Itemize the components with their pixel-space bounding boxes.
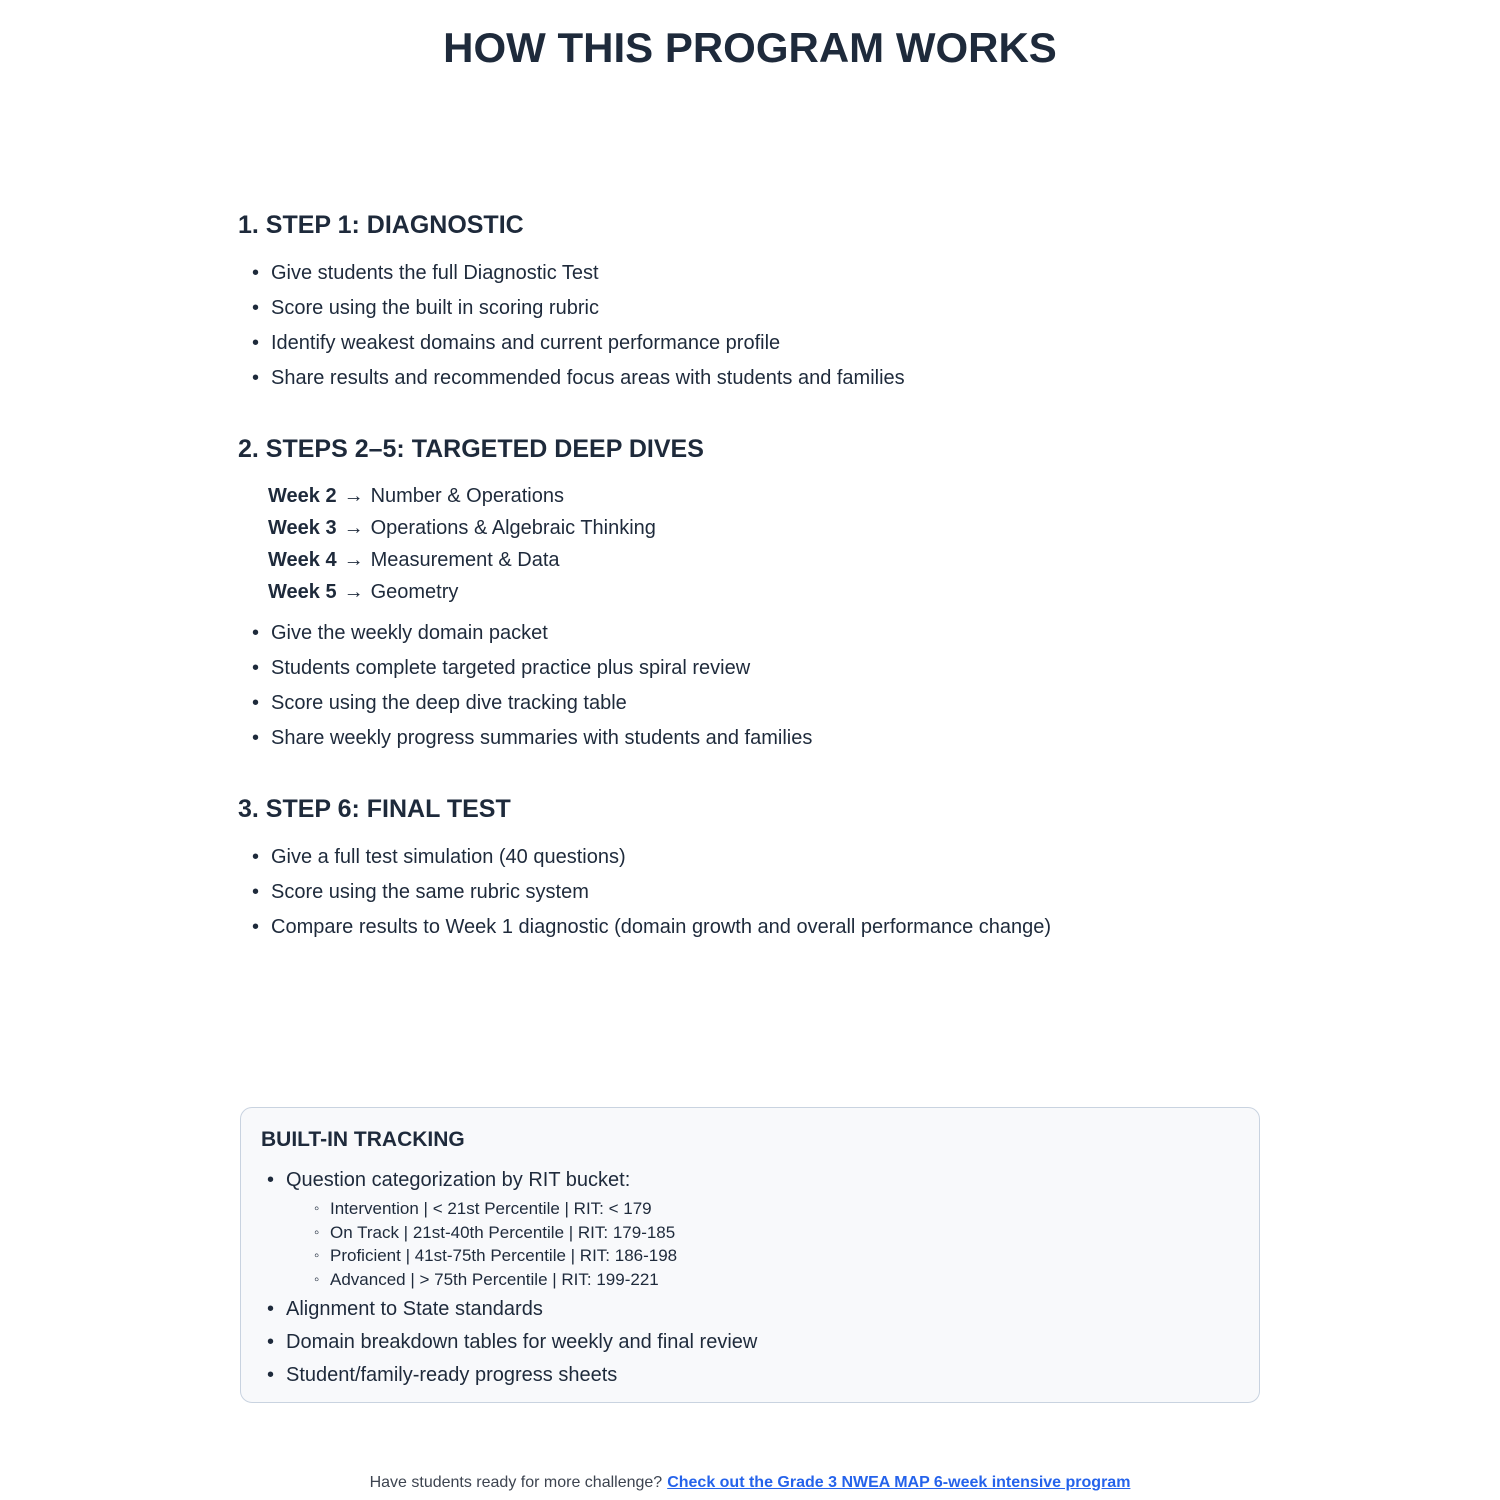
week-topic: Geometry — [370, 581, 459, 603]
bullet-item: • Give a full test simulation (40 questions) — [252, 840, 1278, 875]
rit-bucket-item: ◦ Proficient | 41st-75th Percentile | RIT: 186-198 — [314, 1244, 1235, 1268]
arrow-icon: → — [343, 517, 364, 539]
week-label: Week 5 — [268, 581, 337, 603]
footer-prompt-text: Have students ready for more challenge? — [369, 1474, 663, 1491]
bullet-item: • Students complete targeted practice plus spiral review — [252, 651, 1278, 686]
week-label: Week 3 — [268, 517, 337, 539]
page-title: HOW THIS PROGRAM WORKS — [443, 24, 1057, 71]
tracking-item-rit-buckets — [267, 1164, 1235, 1291]
week-row — [268, 576, 1278, 608]
tracking-item: • Student/family-ready progress sheets — [267, 1359, 1235, 1392]
bullet-item: • Score using the deep dive tracking table — [252, 686, 1278, 721]
tracking-bullet-list — [261, 1164, 1235, 1392]
rit-bucket-item: ◦ Intervention | < 21st Percentile | RIT: < 179 — [314, 1197, 1235, 1221]
arrow-icon: → — [343, 485, 364, 507]
week-topic: Number & Operations — [370, 485, 564, 507]
bullet-list — [238, 256, 1278, 396]
bullet-item: • Give students the full Diagnostic Test — [252, 256, 1278, 291]
week-schedule — [238, 480, 1278, 608]
built-in-tracking-panel — [240, 1107, 1260, 1403]
section-step-6-final-test — [238, 794, 1278, 945]
bullet-item: • Identify weakest domains and current performance profile — [252, 326, 1278, 361]
bullet-list — [238, 616, 1278, 756]
section-step-1-diagnostic — [238, 210, 1278, 396]
week-row — [268, 480, 1278, 512]
section-heading: 3. STEP 6: FINAL TEST — [238, 795, 511, 823]
bullet-list — [238, 840, 1278, 945]
rit-bucket-list — [286, 1197, 1235, 1291]
rit-bucket-item: ◦ Advanced | > 75th Percentile | RIT: 199-221 — [314, 1268, 1235, 1292]
section-steps-2-5-deep-dives — [238, 434, 1278, 756]
week-label: Week 4 — [268, 549, 337, 571]
footer-program-link[interactable]: Check out the Grade 3 NWEA MAP 6-week intensive program — [667, 1474, 1131, 1491]
section-heading: 2. STEPS 2–5: TARGETED DEEP DIVES — [238, 435, 704, 463]
arrow-icon: → — [343, 581, 364, 603]
tracking-heading: BUILT-IN TRACKING — [261, 1128, 465, 1151]
rit-bucket-item: ◦ On Track | 21st-40th Percentile | RIT: 179-185 — [314, 1221, 1235, 1245]
tracking-item: • Domain breakdown tables for weekly and final review — [267, 1326, 1235, 1359]
bullet-item: • Share results and recommended focus areas with students and families — [252, 361, 1278, 396]
steps-content — [238, 210, 1278, 945]
arrow-icon: → — [343, 549, 364, 571]
week-row — [268, 544, 1278, 576]
bullet-item: • Compare results to Week 1 diagnostic (domain growth and overall performance change) — [252, 910, 1278, 945]
section-heading: 1. STEP 1: DIAGNOSTIC — [238, 211, 524, 239]
week-topic: Operations & Algebraic Thinking — [370, 517, 656, 539]
tracking-item: • Alignment to State standards — [267, 1293, 1235, 1326]
bullet-item: • Give the weekly domain packet — [252, 616, 1278, 651]
bullet-item: • Score using the built in scoring rubric — [252, 291, 1278, 326]
footer-callout — [0, 1473, 1500, 1493]
bullet-item: • Share weekly progress summaries with students and families — [252, 721, 1278, 756]
tracking-item-label: Question categorization by RIT bucket: — [286, 1169, 631, 1191]
week-row — [268, 512, 1278, 544]
week-label: Week 2 — [268, 485, 337, 507]
week-topic: Measurement & Data — [370, 549, 560, 571]
bullet-item: • Score using the same rubric system — [252, 875, 1278, 910]
